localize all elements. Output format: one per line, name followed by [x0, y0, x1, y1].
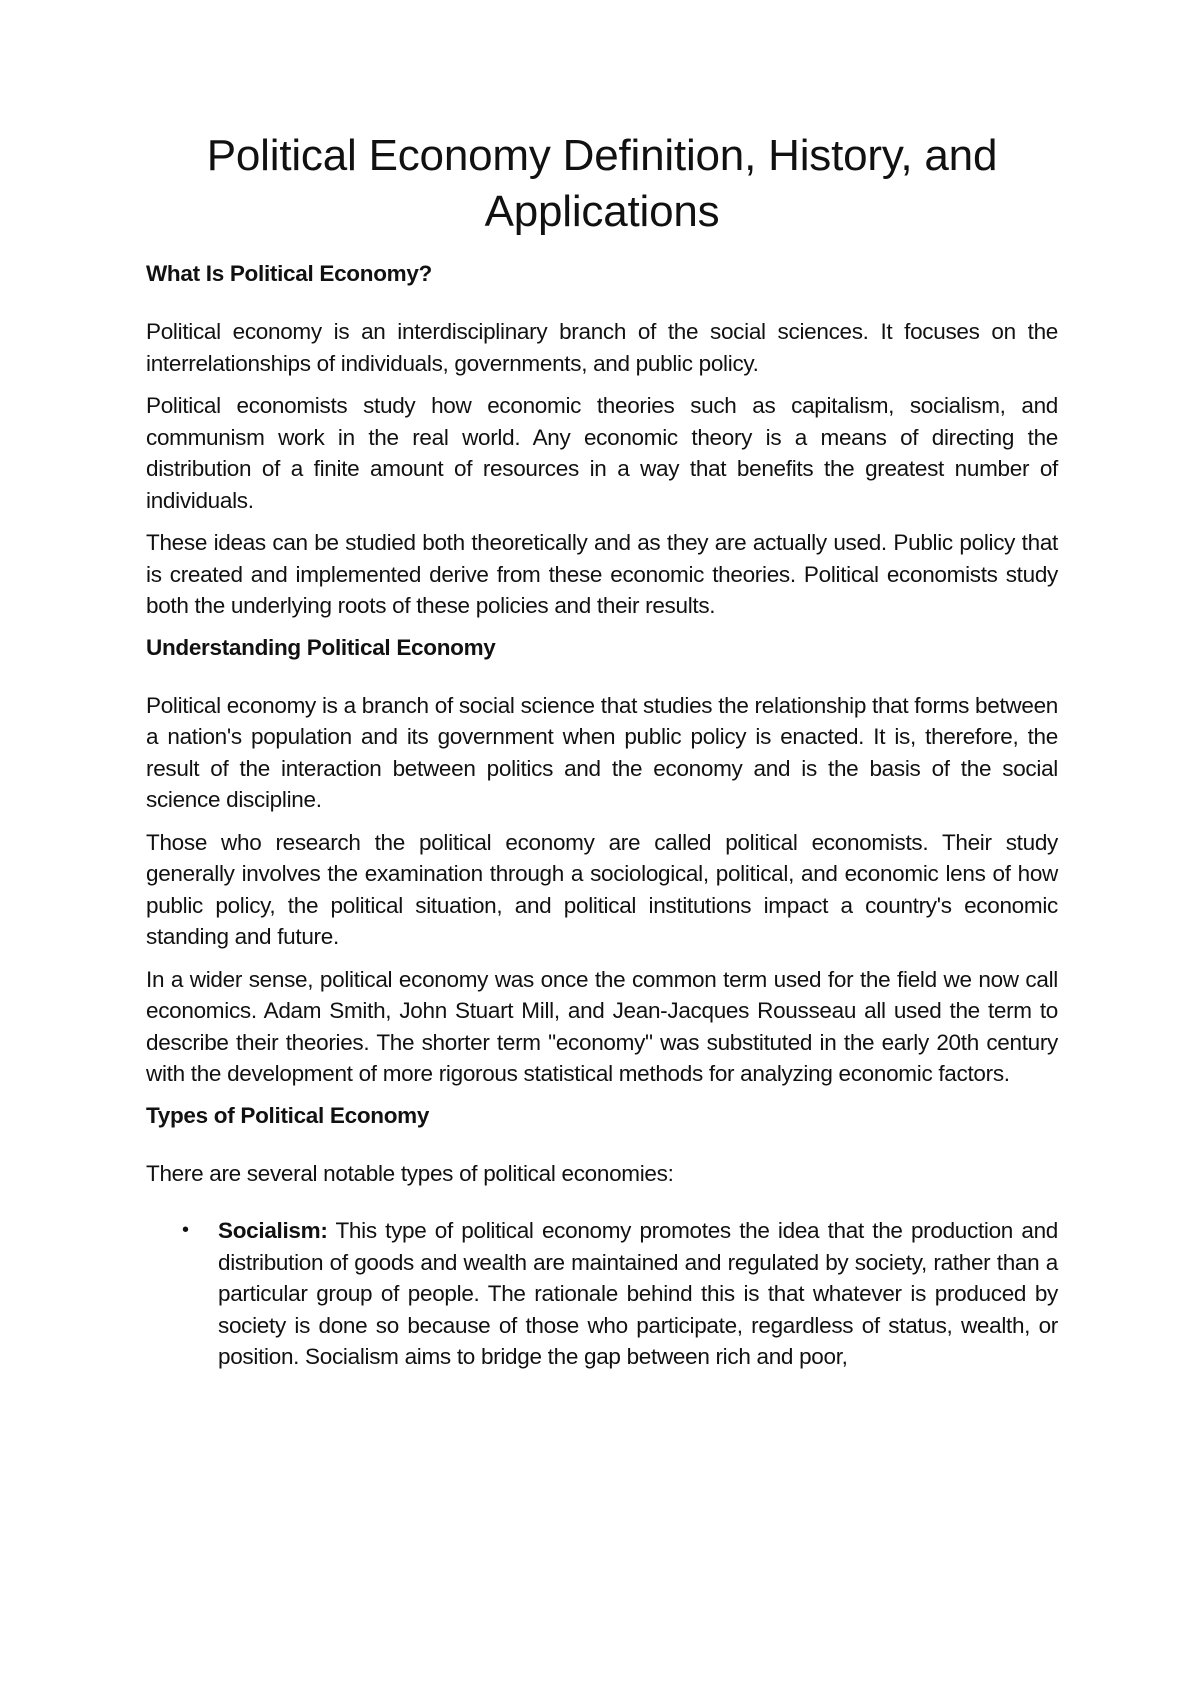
paragraph: Political economy is an interdisciplinary branch of the social sciences. It focuses on the interrelationships of individuals, governments, and public policy.: [146, 319, 1058, 376]
paragraph: Those who research the political economy are called political economists. Their study generally involves the examination through a sociological, political, and economic lens of how public policy, the political situation, and political institutions impact a country's economic standing and future.: [146, 829, 1058, 949]
bullet-text: This type of political economy promotes the idea that the production and distribution of goods and wealth are maintained and regulated by society, rather than a particular group of people. The rationale behind this is that whatever is produced by society is done so because of those who participate, regardless of status, wealth, or position. Socialism aims to bridge the gap between rich and poor,: [218, 1218, 1058, 1369]
paragraph: These ideas can be studied both theoretically and as they are actually used. Public policy that is created and implemented derive from these economic theories. Political economists study both the underlying roots of these policies and their results.: [146, 530, 1058, 618]
bullet-icon: •: [182, 1219, 189, 1241]
bullet-term: Socialism:: [218, 1218, 328, 1243]
section-heading-types: Types of Political Economy: [146, 1102, 430, 1128]
section-heading-understanding: Understanding Political Economy: [146, 634, 496, 660]
document-title: Political Economy Definition, History, and Applications: [206, 131, 998, 236]
document-page: [146, 128, 1058, 1373]
list-item: [146, 1215, 1058, 1373]
paragraph: There are several notable types of political economies:: [146, 1160, 674, 1186]
paragraph: Political economists study how economic theories such as capitalism, socialism, and communism work in the real world. Any economic theory is a means of directing the distribution of a finite amount of resources in a way that benefits the greatest number of individuals.: [146, 393, 1058, 513]
paragraph: In a wider sense, political economy was once the common term used for the field we now call economics. Adam Smith, John Stuart Mill, and Jean-Jacques Rousseau all used the term to describe their theories. The shorter term "economy" was substituted in the early 20th century with the development of more rigorous statistical methods for analyzing economic factors.: [146, 966, 1058, 1086]
types-bullet-list: [146, 1215, 1058, 1373]
paragraph: Political economy is a branch of social science that studies the relationship that forms between a nation's population and its government when public policy is enacted. It is, therefore, the result of the interaction between politics and the economy and is the basis of the social science discipline.: [146, 692, 1058, 812]
section-heading-what-is: What Is Political Economy?: [146, 261, 432, 286]
